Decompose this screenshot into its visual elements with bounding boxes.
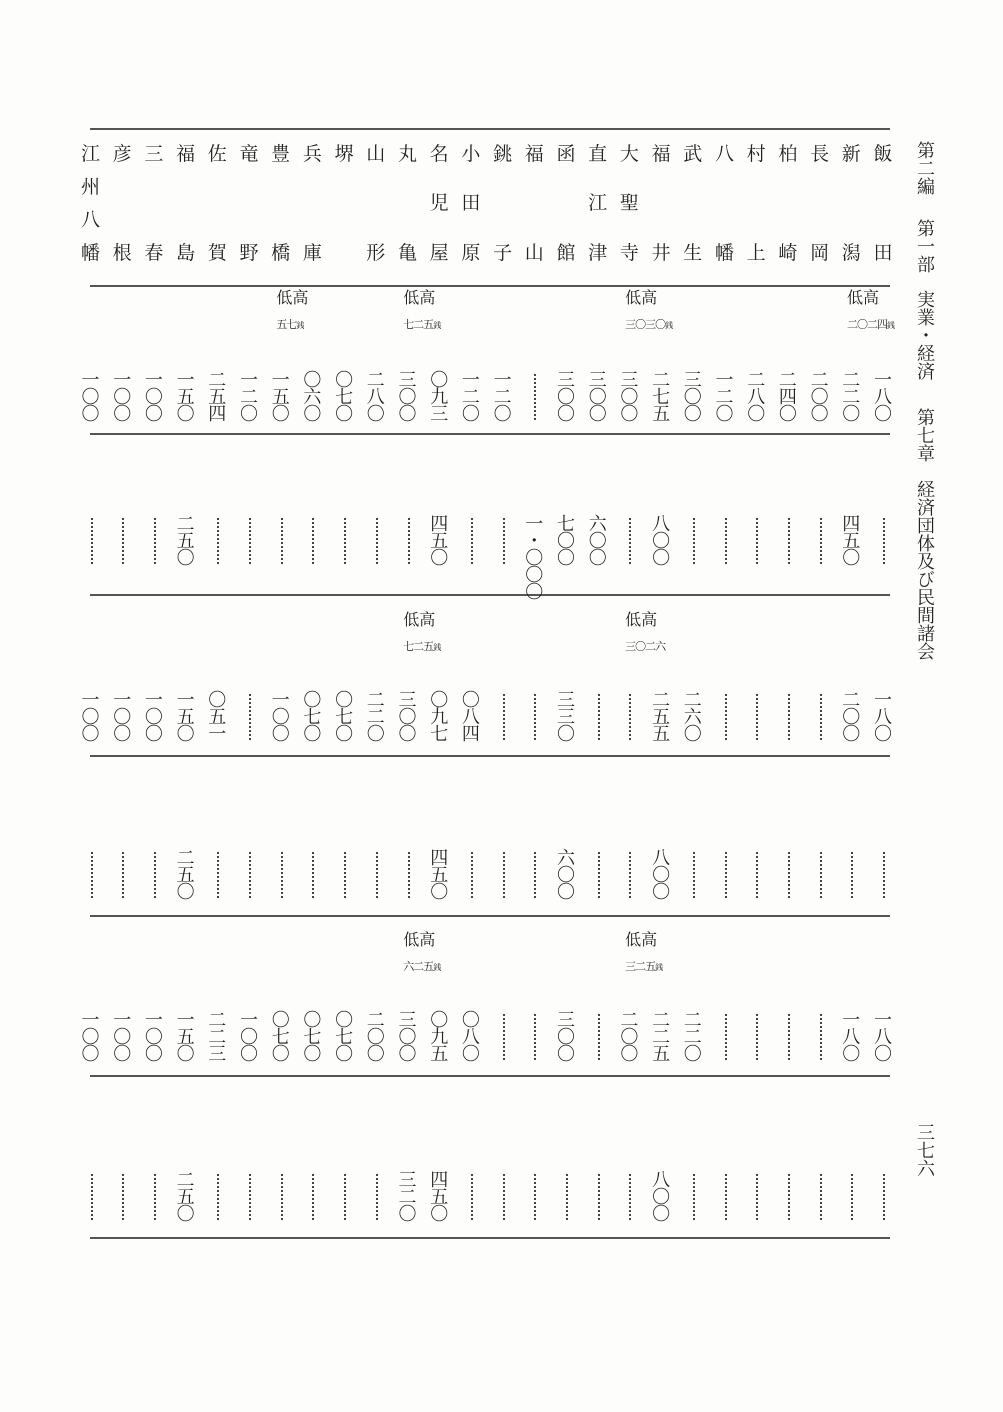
leader-dots xyxy=(534,1174,539,1220)
leader-dots xyxy=(344,852,349,898)
city-name: 小 田 原 xyxy=(461,143,481,264)
leader-dots xyxy=(471,852,476,898)
range-label: 低高 xyxy=(625,610,658,629)
a-price: 二 〇 〇 xyxy=(842,690,861,745)
a-price: 二 五 五 xyxy=(652,690,671,745)
city-name: 福 井 xyxy=(651,143,671,264)
a-price: 三 三 〇 xyxy=(557,690,575,745)
table-rule xyxy=(90,755,890,757)
b-price: 七 〇 〇 xyxy=(557,514,575,569)
leader-dots xyxy=(376,518,381,564)
leader-dots xyxy=(91,1174,96,1220)
leader-dots xyxy=(756,518,761,564)
a-price: 一 〇 〇 xyxy=(240,1010,258,1065)
leader-dots xyxy=(344,518,349,564)
b-price: 二 五 〇 xyxy=(176,1170,195,1225)
table-rule xyxy=(90,285,890,287)
a-price: 一 〇 〇 xyxy=(81,690,100,745)
leader-dots xyxy=(217,852,222,898)
a-price: 二 〇 〇 xyxy=(366,1010,385,1065)
leader-dots xyxy=(598,694,603,740)
a-price: 〇 七 〇 xyxy=(335,1010,354,1065)
leader-dots xyxy=(598,852,603,898)
header-chapter: 第七章 xyxy=(914,408,935,463)
a-price: 〇 五 一 xyxy=(208,690,227,745)
a-price: 一 八 〇 xyxy=(874,690,892,745)
a-price: 一 二 〇 xyxy=(715,370,734,425)
table-rule xyxy=(90,1237,890,1239)
range-label: 低高 xyxy=(403,610,436,629)
header-section: 実業・経済 xyxy=(914,290,935,381)
leader-dots xyxy=(281,518,286,564)
leader-dots xyxy=(725,694,730,740)
a-price: 二 二 五 xyxy=(652,1010,671,1065)
leader-dots xyxy=(756,1174,761,1220)
a-price: 〇 七 〇 xyxy=(335,690,354,745)
b-price: 六 〇 〇 xyxy=(588,514,607,569)
a-price: 一 〇 〇 xyxy=(81,1010,100,1065)
city-name: 堺 xyxy=(334,143,354,165)
leader-dots xyxy=(851,1174,856,1220)
running-header xyxy=(915,141,933,660)
b-price: 二 五 〇 xyxy=(176,848,195,903)
leader-dots xyxy=(249,852,254,898)
leader-dots xyxy=(408,518,413,564)
a-price: 〇 六 〇 xyxy=(303,370,322,425)
a-price: 二 八 〇 xyxy=(747,370,766,425)
price-range-note xyxy=(625,932,662,972)
leader-dots xyxy=(154,1174,159,1220)
a-price: 一 二 〇 xyxy=(493,370,512,425)
city-name: 武 生 xyxy=(683,143,703,264)
leader-dots xyxy=(122,518,127,564)
leader-dots xyxy=(725,852,730,898)
a-price: 二 二 〇 xyxy=(366,690,385,745)
leader-dots xyxy=(598,1174,603,1220)
leader-dots xyxy=(534,694,539,740)
leader-dots xyxy=(629,518,634,564)
unit-label: 銭 xyxy=(665,321,673,330)
a-price: 〇 九 五 xyxy=(430,1010,449,1065)
leader-dots xyxy=(820,1174,825,1220)
leader-dots xyxy=(788,694,793,740)
price-range-note xyxy=(625,290,672,330)
leader-dots xyxy=(693,518,698,564)
leader-dots xyxy=(756,852,761,898)
a-price: 二 二 〇 xyxy=(842,370,861,425)
a-price: 一 〇 〇 xyxy=(271,690,290,745)
leader-dots xyxy=(408,852,413,898)
city-name: 竜 野 xyxy=(239,143,259,264)
leader-dots xyxy=(566,1174,571,1220)
city-name: 兵 庫 xyxy=(302,143,322,264)
city-name: 長 岡 xyxy=(810,143,830,264)
a-price: 〇 七 〇 xyxy=(303,690,322,745)
range-label: 低高 xyxy=(625,930,658,949)
city-name: 彦 根 xyxy=(112,143,132,264)
a-price: 三 〇 〇 xyxy=(683,370,702,425)
page-number: 三七六 xyxy=(914,1123,935,1177)
range-value: 三〇三〇銭 xyxy=(625,318,673,331)
a-price: 二 二 〇 xyxy=(683,1010,702,1065)
range-value: 三〇二六 xyxy=(625,640,666,653)
city-name: 八 幡 xyxy=(714,143,734,264)
a-price: 三 〇 〇 xyxy=(620,370,639,425)
leader-dots xyxy=(471,1174,476,1220)
city-name: 豊 橋 xyxy=(271,143,291,264)
a-price: 一 〇 〇 xyxy=(113,370,132,425)
leader-dots xyxy=(725,518,730,564)
leader-dots xyxy=(154,518,159,564)
range-value: 二〇二四銭 xyxy=(847,318,894,331)
leader-dots xyxy=(122,852,127,898)
a-price: 一 二 〇 xyxy=(461,370,480,425)
range-value: 七二五銭 xyxy=(403,318,441,331)
a-price: 三 〇 〇 xyxy=(588,370,607,425)
city-name: 柏 崎 xyxy=(778,143,798,264)
leader-dots xyxy=(788,1174,793,1220)
city-name: 村 上 xyxy=(746,143,766,264)
a-price: 二 七 五 xyxy=(652,370,671,425)
leader-dots xyxy=(312,852,317,898)
leader-dots xyxy=(281,1174,286,1220)
a-price: 〇 七 〇 xyxy=(303,1010,322,1065)
city-name: 飯 田 xyxy=(873,143,893,264)
header-volume: 第二編 xyxy=(914,141,935,195)
leader-dots xyxy=(629,1174,634,1220)
price-range-note xyxy=(403,932,440,972)
leader-dots xyxy=(756,1014,761,1060)
leader-dots xyxy=(629,852,634,898)
city-name: 福 山 xyxy=(524,143,544,264)
b-price: 一 ・ 〇 〇 〇 xyxy=(525,514,544,603)
range-label: 低高 xyxy=(276,288,309,307)
range-label: 低高 xyxy=(403,930,436,949)
a-price: 一 〇 〇 xyxy=(113,690,132,745)
leader-dots xyxy=(122,1174,127,1220)
b-price: 四 五 〇 xyxy=(430,848,449,903)
unit-label: 銭 xyxy=(433,321,441,330)
b-price: 三 二 〇 xyxy=(398,1170,417,1225)
leader-dots xyxy=(344,1174,349,1220)
b-price: 八 〇 〇 xyxy=(652,848,671,903)
a-price: 一 〇 〇 xyxy=(81,370,100,425)
header-part: 第一部 xyxy=(914,218,935,273)
leader-dots xyxy=(217,1174,222,1220)
range-value: 七二五銭 xyxy=(403,640,441,653)
b-price: 八 〇 〇 xyxy=(652,514,671,569)
a-price: 三 〇 〇 xyxy=(557,1010,575,1065)
table-rule xyxy=(90,1075,890,1077)
a-price: 〇 八 四 xyxy=(461,690,480,745)
a-price: 二 四 〇 xyxy=(778,370,797,425)
unit-label: 銭 xyxy=(655,963,663,972)
leader-dots xyxy=(249,694,254,740)
a-price: 一 〇 〇 xyxy=(144,1010,163,1065)
leader-dots xyxy=(503,694,508,740)
leader-dots xyxy=(756,694,761,740)
price-range-note xyxy=(625,612,665,652)
unit-label: 銭 xyxy=(296,321,304,330)
city-name: 丸 亀 xyxy=(397,143,417,264)
leader-dots xyxy=(883,518,888,564)
a-price: 一 五 〇 xyxy=(176,690,195,745)
leader-dots xyxy=(788,1014,793,1060)
leader-dots xyxy=(471,518,476,564)
table-rule xyxy=(90,128,890,130)
leader-dots xyxy=(820,852,825,898)
a-price: 三 〇 〇 xyxy=(557,370,575,425)
price-range-note xyxy=(847,290,894,330)
a-price: 三 〇 〇 xyxy=(398,1010,417,1065)
city-name: 山 形 xyxy=(366,143,386,264)
b-price: 六 〇 〇 xyxy=(557,848,575,903)
a-price: 二 〇 〇 xyxy=(810,370,829,425)
city-name: 直 江 津 xyxy=(588,143,608,264)
a-price: 〇 七 〇 xyxy=(335,370,354,425)
leader-dots xyxy=(376,1174,381,1220)
leader-dots xyxy=(503,518,508,564)
leader-dots xyxy=(820,694,825,740)
leader-dots xyxy=(534,374,539,420)
city-name: 銚 子 xyxy=(493,143,513,264)
a-price: 一 二 〇 xyxy=(240,370,258,425)
a-price: 一 八 〇 xyxy=(842,1010,861,1065)
a-price: 一 八 〇 xyxy=(874,1010,892,1065)
city-name: 函 館 xyxy=(556,143,576,264)
leader-dots xyxy=(820,1014,825,1060)
leader-dots xyxy=(788,518,793,564)
leader-dots xyxy=(725,1014,730,1060)
leader-dots xyxy=(503,1014,508,1060)
a-price: 〇 七 〇 xyxy=(271,1010,290,1065)
leader-dots xyxy=(91,518,96,564)
leader-dots xyxy=(534,852,539,898)
a-price: 〇 九 七 xyxy=(430,690,449,745)
range-value: 六二五銭 xyxy=(403,960,441,973)
city-name: 名 児 屋 xyxy=(429,143,449,264)
leader-dots xyxy=(883,852,888,898)
b-price: 二 五 〇 xyxy=(176,514,195,569)
a-price: 一 五 〇 xyxy=(271,370,290,425)
city-name: 福 島 xyxy=(176,143,196,264)
table-rule xyxy=(90,915,890,917)
a-price: 一 五 〇 xyxy=(176,370,195,425)
a-price: 一 八 〇 xyxy=(874,370,892,425)
city-name: 大 聖 寺 xyxy=(619,143,639,264)
leader-dots xyxy=(693,852,698,898)
a-price: 〇 八 〇 xyxy=(461,1010,480,1065)
b-price: 四 五 〇 xyxy=(430,514,449,569)
table-rule xyxy=(90,594,890,596)
a-price: 一 〇 〇 xyxy=(113,1010,132,1065)
a-price: 〇 九 三 xyxy=(430,370,449,425)
unit-label: 銭 xyxy=(433,643,441,652)
leader-dots xyxy=(725,1174,730,1220)
price-range-note xyxy=(403,612,440,652)
leader-dots xyxy=(217,518,222,564)
a-price: 二 二 三 xyxy=(208,1010,227,1065)
leader-dots xyxy=(693,1174,698,1220)
leader-dots xyxy=(249,1174,254,1220)
leader-dots xyxy=(376,852,381,898)
b-price: 八 〇 〇 xyxy=(652,1170,671,1225)
a-price: 一 五 〇 xyxy=(176,1010,195,1065)
leader-dots xyxy=(598,1014,603,1060)
a-price: 二 八 〇 xyxy=(366,370,385,425)
a-price: 三 〇 〇 xyxy=(398,370,417,425)
range-label: 低高 xyxy=(625,288,658,307)
city-name: 三 春 xyxy=(144,143,164,264)
table-rule xyxy=(90,433,890,435)
page: 第二編 第一部 実業・経済 第七章 経済団体及び民間諸会 三七六 飯 田 新 潟 長 岡 柏 崎 村 上 八 幡 武 生 福 井 大 聖 寺 直 江 津 函 館 福 山 銚 子 小 田 原 名 児 屋 丸 亀 山 形 堺 兵 庫 豊 橋 竜 野 佐 賀 福 島 三 春 彦 根 江 州 八 幡 低高 二〇二四銭 低高 三〇三〇銭 低高 七二五銭 低高 五七銭 一 八 〇 二 二 〇 二 〇 〇 二 四 〇 二 八 〇 一 二 〇 三 〇 〇 二 七 五 三 〇 〇 三 〇 〇 三 〇 〇 一 二 〇 一 二 〇 〇 九 三 三 〇 〇 二 八 〇 〇 七 〇 〇 六 〇 一 五 〇 一 二 〇 二 五 四 一 五 〇 一 〇 〇 一 〇 〇 一 〇 〇 四 五 〇 八 〇 〇 六 〇 〇 七 〇 〇 一 ・ 〇 〇 〇 四 五 〇 二 五 〇 低高 三〇二六 低高 七二五銭 一 八 〇 二 〇 〇 二 六 〇 二 五 五 三 三 〇 〇 八 四 〇 九 七 三 〇 〇 二 二 〇 〇 七 〇 〇 七 〇 一 〇 〇 〇 五 一 一 五 〇 一 〇 〇 一 〇 〇 一 〇 〇 八 〇 〇 六 〇 〇 四 五 〇 二 五 〇 低高 三二五銭 低高 六二五銭 一 八 〇 一 八 〇 二 二 〇 二 二 五 二 〇 〇 三 〇 〇 〇 八 〇 〇 九 五 三 〇 〇 二 〇 〇 〇 七 〇 〇 七 〇 〇 七 〇 一 〇 〇 二 二 三 一 五 〇 一 〇 〇 一 〇 〇 一 〇 〇 八 〇 〇 四 五 〇 三 二 〇 二 五 〇 xyxy=(0,0,1003,1412)
range-label: 低高 xyxy=(403,288,436,307)
leader-dots xyxy=(312,1174,317,1220)
b-price: 四 五 〇 xyxy=(430,1170,449,1225)
unit-label: 銭 xyxy=(433,963,441,972)
a-price: 一 〇 〇 xyxy=(144,370,163,425)
a-price: 二 五 四 xyxy=(208,370,227,425)
leader-dots xyxy=(503,1174,508,1220)
price-range-note xyxy=(403,290,440,330)
leader-dots xyxy=(534,1014,539,1060)
range-value: 五七銭 xyxy=(276,318,304,331)
header-chapter-title: 経済団体及び民間諸会 xyxy=(914,479,935,660)
range-value: 三二五銭 xyxy=(625,960,663,973)
a-price: 二 六 〇 xyxy=(683,690,702,745)
a-price: 三 〇 〇 xyxy=(398,690,417,745)
a-price: 二 〇 〇 xyxy=(620,1010,639,1065)
leader-dots xyxy=(788,852,793,898)
b-price: 四 五 〇 xyxy=(842,514,861,569)
leader-dots xyxy=(154,852,159,898)
leader-dots xyxy=(820,518,825,564)
leader-dots xyxy=(281,852,286,898)
city-name: 新 潟 xyxy=(841,143,861,264)
leader-dots xyxy=(629,694,634,740)
city-name: 佐 賀 xyxy=(207,143,227,264)
leader-dots xyxy=(503,852,508,898)
range-label: 低高 xyxy=(847,288,880,307)
leader-dots xyxy=(883,1174,888,1220)
price-range-note xyxy=(276,290,308,330)
leader-dots xyxy=(91,852,96,898)
unit-label: 銭 xyxy=(887,321,894,330)
leader-dots xyxy=(851,852,856,898)
leader-dots xyxy=(312,518,317,564)
leader-dots xyxy=(249,518,254,564)
a-price: 一 〇 〇 xyxy=(144,690,163,745)
